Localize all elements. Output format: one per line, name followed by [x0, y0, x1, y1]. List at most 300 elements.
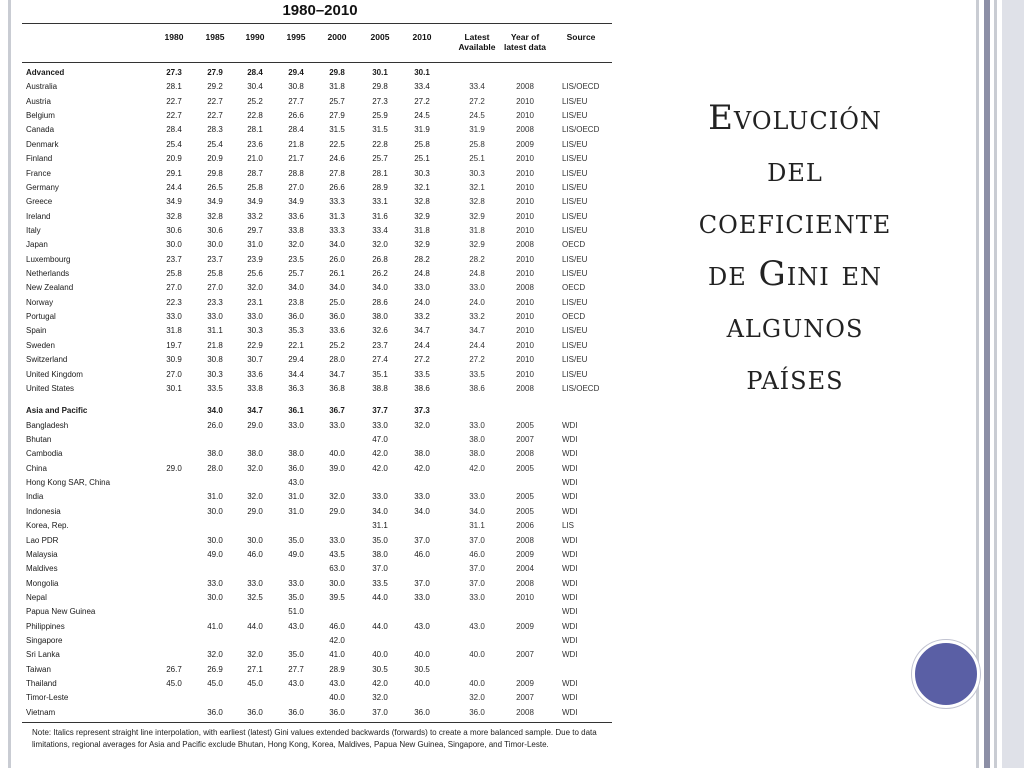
table-top-rule [22, 23, 612, 24]
slide-title [650, 92, 940, 404]
source-cell: WDI [562, 535, 578, 545]
source-cell: LIS/EU [562, 225, 588, 235]
table-row [22, 382, 612, 396]
value-cell: 46.0 [329, 621, 345, 631]
latest-cell: 33.5 [469, 369, 485, 379]
table-row [22, 238, 612, 252]
value-cell: 29.8 [207, 168, 223, 178]
value-cell: 36.0 [414, 707, 430, 717]
value-cell: 35.0 [372, 535, 388, 545]
source-cell: WDI [562, 607, 578, 617]
table-row [22, 152, 612, 166]
country-cell: Timor-Leste [26, 693, 69, 703]
value-cell: 32.0 [207, 650, 223, 660]
table-row [22, 224, 612, 238]
value-cell: 28.8 [288, 168, 304, 178]
latest-cell: 32.9 [469, 240, 485, 250]
source-cell: LIS/EU [562, 197, 588, 207]
source-cell: WDI [562, 592, 578, 602]
table-row [22, 296, 612, 310]
value-cell: 30.7 [247, 355, 263, 365]
value-cell: 33.2 [247, 211, 263, 221]
value-cell: 35.3 [288, 326, 304, 336]
value-cell: 44.0 [247, 621, 263, 631]
value-cell: 38.0 [372, 549, 388, 559]
value-cell: 29.0 [247, 506, 263, 516]
table-header-rule [22, 62, 612, 63]
year-cell: 2010 [516, 592, 534, 602]
table-row [22, 80, 612, 94]
year-cell: 2010 [516, 269, 534, 279]
value-cell: 38.0 [414, 449, 430, 459]
value-cell: 24.4 [166, 182, 182, 192]
country-cell: Bangladesh [26, 420, 69, 430]
value-cell: 30.5 [372, 664, 388, 674]
header-year-latest: Year of latest data [503, 32, 547, 52]
table-row [22, 138, 612, 152]
value-cell: 22.9 [247, 340, 263, 350]
value-cell: 30.6 [207, 225, 223, 235]
value-cell: 28.4 [247, 68, 263, 77]
source-cell: WDI [562, 478, 578, 488]
latest-cell: 40.0 [469, 650, 485, 660]
value-cell: 35.0 [288, 535, 304, 545]
value-cell: 30.3 [247, 326, 263, 336]
header-1985: 1985 [205, 32, 225, 42]
table-row [22, 433, 612, 447]
value-cell: 38.8 [372, 383, 388, 393]
value-cell: 23.7 [372, 340, 388, 350]
latest-cell: 36.0 [469, 707, 485, 717]
latest-cell: 32.9 [469, 211, 485, 221]
value-cell: 27.2 [414, 96, 430, 106]
table-row [22, 368, 612, 382]
country-cell: Mongolia [26, 578, 59, 588]
value-cell: 22.8 [372, 139, 388, 149]
year-cell: 2008 [516, 535, 534, 545]
source-cell: LIS/EU [562, 254, 588, 264]
table-row [22, 267, 612, 281]
value-cell: 31.8 [414, 225, 430, 235]
source-cell: WDI [562, 549, 578, 559]
source-cell: LIS/EU [562, 111, 588, 121]
value-cell: 30.8 [288, 82, 304, 92]
table-row [22, 534, 612, 548]
value-cell: 20.9 [166, 154, 182, 164]
country-cell: India [26, 492, 44, 502]
value-cell: 29.1 [166, 168, 182, 178]
value-cell: 33.4 [372, 225, 388, 235]
value-cell: 34.0 [288, 283, 304, 293]
value-cell: 36.0 [207, 707, 223, 717]
value-cell: 33.5 [207, 383, 223, 393]
value-cell: 25.0 [329, 297, 345, 307]
value-cell: 30.5 [414, 664, 430, 674]
value-cell: 29.8 [329, 68, 345, 77]
table-row [22, 706, 612, 720]
value-cell: 33.0 [247, 578, 263, 588]
country-cell: Australia [26, 82, 58, 92]
year-cell: 2010 [516, 312, 534, 322]
value-cell: 25.8 [247, 182, 263, 192]
value-cell: 25.4 [207, 139, 223, 149]
value-cell: 34.7 [329, 369, 345, 379]
value-cell: 38.0 [372, 312, 388, 322]
value-cell: 31.0 [288, 506, 304, 516]
latest-cell: 31.9 [469, 125, 485, 135]
value-cell: 32.6 [372, 326, 388, 336]
latest-cell: 27.2 [469, 96, 485, 106]
source-cell: WDI [562, 506, 578, 516]
value-cell: 23.5 [288, 254, 304, 264]
value-cell: 37.0 [414, 578, 430, 588]
year-cell: 2008 [516, 240, 534, 250]
value-cell: 24.4 [414, 340, 430, 350]
source-cell: WDI [562, 650, 578, 660]
value-cell: 27.3 [166, 68, 182, 77]
value-cell: 33.0 [207, 578, 223, 588]
value-cell: 49.0 [207, 549, 223, 559]
value-cell: 25.6 [247, 269, 263, 279]
table-row [22, 505, 612, 519]
value-cell: 28.1 [166, 82, 182, 92]
source-cell: LIS/OECD [562, 125, 600, 135]
value-cell: 28.7 [247, 168, 263, 178]
country-cell: Nepal [26, 592, 47, 602]
table-row [22, 353, 612, 367]
table-bottom-rule [22, 722, 612, 723]
latest-cell: 24.8 [469, 269, 485, 279]
value-cell: 34.9 [288, 197, 304, 207]
value-cell: 22.7 [166, 111, 182, 121]
year-cell: 2007 [516, 435, 534, 444]
latest-cell: 24.0 [469, 297, 485, 307]
table-row [22, 281, 612, 295]
country-cell: Norway [26, 297, 54, 307]
value-cell: 20.9 [207, 154, 223, 164]
value-cell: 36.7 [329, 406, 345, 416]
value-cell: 37.3 [414, 406, 430, 416]
country-cell: Spain [26, 326, 47, 336]
value-cell: 30.3 [207, 369, 223, 379]
country-cell: Singapore [26, 636, 63, 646]
table-row [22, 462, 612, 476]
value-cell: 25.7 [329, 96, 345, 106]
value-cell: 27.0 [207, 283, 223, 293]
country-cell: Vietnam [26, 707, 56, 717]
value-cell: 23.8 [288, 297, 304, 307]
value-cell: 22.7 [207, 96, 223, 106]
latest-cell: 33.0 [469, 492, 485, 502]
year-cell: 2009 [516, 679, 534, 689]
value-cell: 25.7 [372, 154, 388, 164]
value-cell: 29.0 [247, 420, 263, 430]
value-cell: 33.0 [414, 592, 430, 602]
value-cell: 27.4 [372, 355, 388, 365]
value-cell: 39.5 [329, 592, 345, 602]
value-cell: 26.8 [372, 254, 388, 264]
source-cell: LIS/EU [562, 269, 588, 279]
year-cell: 2010 [516, 168, 534, 178]
value-cell: 25.2 [247, 96, 263, 106]
value-cell: 33.3 [329, 225, 345, 235]
source-cell: LIS/EU [562, 154, 588, 164]
year-cell: 2008 [516, 383, 534, 393]
value-cell: 43.0 [414, 621, 430, 631]
value-cell: 29.7 [247, 225, 263, 235]
value-cell: 35.0 [288, 650, 304, 660]
value-cell: 29.2 [207, 82, 223, 92]
value-cell: 33.0 [372, 492, 388, 502]
value-cell: 24.5 [414, 111, 430, 121]
country-cell: Austria [26, 96, 51, 106]
value-cell: 45.0 [247, 679, 263, 689]
country-cell: Taiwan [26, 664, 51, 674]
source-cell: LIS/EU [562, 182, 588, 192]
source-cell: WDI [562, 621, 578, 631]
value-cell: 45.0 [166, 679, 182, 689]
value-cell: 33.6 [329, 326, 345, 336]
value-cell: 36.0 [247, 707, 263, 717]
country-cell: Greece [26, 197, 53, 207]
right-decoration [972, 0, 1024, 768]
title-line: Evolución [708, 98, 882, 138]
value-cell: 21.8 [207, 340, 223, 350]
value-cell: 35.0 [288, 592, 304, 602]
value-cell: 27.2 [414, 355, 430, 365]
source-cell: LIS/EU [562, 168, 588, 178]
latest-cell: 38.0 [469, 435, 485, 444]
value-cell: 23.1 [247, 297, 263, 307]
value-cell: 26.5 [207, 182, 223, 192]
value-cell: 33.2 [414, 312, 430, 322]
value-cell: 29.0 [329, 506, 345, 516]
table-row [22, 419, 612, 433]
source-cell: WDI [562, 636, 578, 646]
value-cell: 30.1 [414, 68, 430, 77]
table-row [22, 519, 612, 533]
value-cell: 33.0 [288, 420, 304, 430]
value-cell: 38.0 [288, 449, 304, 459]
source-cell: WDI [562, 463, 578, 473]
source-cell: WDI [562, 492, 578, 502]
value-cell: 33.0 [414, 492, 430, 502]
value-cell: 36.0 [329, 312, 345, 322]
year-cell: 2008 [516, 449, 534, 459]
value-cell: 34.0 [329, 240, 345, 250]
title-line: del [767, 150, 823, 190]
left-border-line [8, 0, 11, 768]
source-cell: LIS/EU [562, 355, 588, 365]
year-cell: 2010 [516, 154, 534, 164]
country-cell: Ireland [26, 211, 51, 221]
value-cell: 30.4 [247, 82, 263, 92]
value-cell: 32.0 [247, 650, 263, 660]
table-group-row [22, 404, 612, 418]
value-cell: 36.3 [288, 383, 304, 393]
year-cell: 2010 [516, 197, 534, 207]
country-cell: Bhutan [26, 435, 52, 444]
latest-cell: 27.2 [469, 355, 485, 365]
value-cell: 32.0 [372, 240, 388, 250]
latest-cell: 33.0 [469, 283, 485, 293]
table-row [22, 548, 612, 562]
value-cell: 29.8 [372, 82, 388, 92]
year-cell: 2007 [516, 650, 534, 660]
value-cell: 30.0 [207, 506, 223, 516]
country-cell: France [26, 168, 51, 178]
value-cell: 42.0 [372, 463, 388, 473]
latest-cell: 34.0 [469, 506, 485, 516]
year-cell: 2010 [516, 340, 534, 350]
country-cell: Germany [26, 182, 59, 192]
country-cell: Luxembourg [26, 254, 71, 264]
table-row [22, 634, 612, 648]
value-cell: 33.5 [414, 369, 430, 379]
header-1980: 1980 [164, 32, 184, 42]
year-cell: 2010 [516, 96, 534, 106]
value-cell: 36.1 [288, 406, 304, 416]
year-cell: 2008 [516, 82, 534, 92]
value-cell: 38.6 [414, 383, 430, 393]
latest-cell: 30.3 [469, 168, 485, 178]
country-cell: Sri Lanka [26, 650, 60, 660]
latest-cell: 37.0 [469, 578, 485, 588]
country-cell: Hong Kong SAR, China [26, 478, 111, 488]
value-cell: 44.0 [372, 621, 388, 631]
value-cell: 32.9 [414, 211, 430, 221]
value-cell: 23.7 [166, 254, 182, 264]
value-cell: 23.6 [247, 139, 263, 149]
value-cell: 34.9 [166, 197, 182, 207]
source-cell: LIS/EU [562, 139, 588, 149]
value-cell: 47.0 [372, 435, 388, 444]
value-cell: 28.0 [329, 355, 345, 365]
value-cell: 33.0 [372, 420, 388, 430]
country-cell: Indonesia [26, 506, 61, 516]
value-cell: 33.4 [414, 82, 430, 92]
value-cell: 43.0 [329, 679, 345, 689]
value-cell: 45.0 [207, 679, 223, 689]
latest-cell: 38.6 [469, 383, 485, 393]
value-cell: 25.8 [414, 139, 430, 149]
latest-cell: 43.0 [469, 621, 485, 631]
value-cell: 30.8 [207, 355, 223, 365]
value-cell: 26.2 [372, 269, 388, 279]
table-row [22, 577, 612, 591]
year-cell: 2009 [516, 549, 534, 559]
value-cell: 33.0 [288, 578, 304, 588]
value-cell: 22.7 [207, 111, 223, 121]
table-row [22, 210, 612, 224]
table-row [22, 181, 612, 195]
value-cell: 27.3 [372, 96, 388, 106]
year-cell: 2005 [516, 463, 534, 473]
country-cell: Italy [26, 225, 41, 235]
table-row [22, 95, 612, 109]
year-cell: 2010 [516, 297, 534, 307]
table-row [22, 253, 612, 267]
year-cell: 2010 [516, 254, 534, 264]
value-cell: 30.0 [207, 535, 223, 545]
source-cell: WDI [562, 578, 578, 588]
value-cell: 32.0 [247, 463, 263, 473]
table-group-row [22, 66, 612, 80]
value-cell: 36.0 [288, 312, 304, 322]
latest-cell: 28.2 [469, 254, 485, 264]
value-cell: 32.5 [247, 592, 263, 602]
country-cell: Papua New Guinea [26, 607, 96, 617]
value-cell: 28.4 [288, 125, 304, 135]
value-cell: 33.0 [207, 312, 223, 322]
latest-cell: 33.0 [469, 592, 485, 602]
value-cell: 29.4 [288, 355, 304, 365]
value-cell: 26.9 [207, 664, 223, 674]
title-line: países [746, 358, 844, 398]
latest-cell: 31.1 [469, 521, 485, 531]
country-cell: Netherlands [26, 269, 70, 279]
value-cell: 25.1 [414, 154, 430, 164]
value-cell: 33.8 [247, 383, 263, 393]
value-cell: 36.8 [329, 383, 345, 393]
value-cell: 22.7 [166, 96, 182, 106]
value-cell: 42.0 [414, 463, 430, 473]
source-cell: LIS/EU [562, 297, 588, 307]
value-cell: 32.0 [288, 240, 304, 250]
title-line: algunos [726, 306, 864, 346]
source-cell: LIS/EU [562, 340, 588, 350]
value-cell: 21.8 [288, 139, 304, 149]
value-cell: 43.5 [329, 549, 345, 559]
value-cell: 33.6 [288, 211, 304, 221]
table-row [22, 167, 612, 181]
value-cell: 32.0 [414, 420, 430, 430]
deco-bar [994, 0, 997, 768]
country-cell: Malaysia [26, 549, 58, 559]
source-cell: WDI [562, 449, 578, 459]
value-cell: 34.9 [247, 197, 263, 207]
value-cell: 28.1 [372, 168, 388, 178]
country-cell: United Kingdom [26, 369, 83, 379]
value-cell: 25.8 [207, 269, 223, 279]
year-cell: 2010 [516, 355, 534, 365]
value-cell: 33.1 [372, 197, 388, 207]
source-cell: LIS [562, 521, 575, 531]
year-cell: 2010 [516, 369, 534, 379]
value-cell: 21.0 [247, 154, 263, 164]
table-row [22, 648, 612, 662]
table-row [22, 620, 612, 634]
source-cell: OECD [562, 283, 586, 293]
value-cell: 31.5 [372, 125, 388, 135]
source-cell: WDI [562, 679, 578, 689]
value-cell: 30.0 [329, 578, 345, 588]
value-cell: 28.2 [414, 254, 430, 264]
value-cell: 42.0 [372, 449, 388, 459]
country-cell: Canada [26, 125, 55, 135]
title-line: coeficiente [698, 202, 892, 242]
year-cell: 2010 [516, 225, 534, 235]
header-source: Source [566, 32, 596, 42]
year-cell: 2008 [516, 283, 534, 293]
header-1995: 1995 [286, 32, 306, 42]
latest-cell: 24.4 [469, 340, 485, 350]
source-cell: OECD [562, 240, 586, 250]
value-cell: 33.5 [372, 578, 388, 588]
value-cell: 28.1 [247, 125, 263, 135]
value-cell: 43.0 [288, 679, 304, 689]
value-cell: 26.0 [207, 420, 223, 430]
